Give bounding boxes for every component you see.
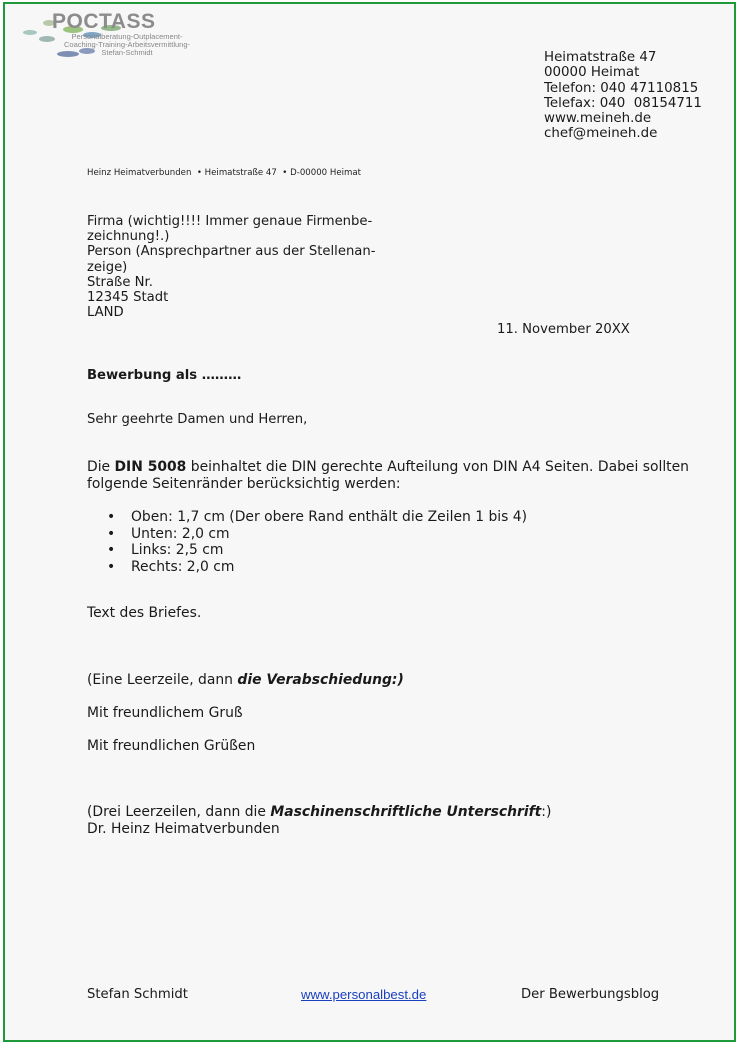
intro-paragraph: Die DIN 5008 beinhaltet die DIN gerechte Aufteilung von DIN A4 Seiten. Dabei sollten folgende Seitenränder berücksichtig werden: [87,459,689,492]
letter-date: 11. November 20XX [497,322,630,337]
closing-phrase-plural: Mit freundlichen Grüßen [87,738,256,754]
recipient-line: Firma (wichtig!!!! Immer genaue Firmenbe- [87,214,373,229]
list-item: • Links: 2,5 cm [107,542,224,559]
sender-email: chef@meineh.de [544,126,658,142]
recipient-line: zeige) [87,259,128,275]
footer-blog: Der Bewerbungsblog [521,987,660,1002]
company-logo [19,10,209,60]
list-item: • Rechts: 2,0 cm [107,559,235,576]
sender-address [544,50,702,142]
bullet-icon: • [107,542,116,559]
footer-author: Stefan Schmidt [87,987,188,1002]
salutation: Sehr geehrte Damen und Herren, [87,412,308,427]
signature-block: (Drei Leerzeilen, dann die Maschinenschriftliche Unterschrift:) Dr. Heinz Heimatverbunden [87,804,552,837]
list-item: • Unten: 2,0 cm [107,525,230,542]
bullet-icon: • [107,525,116,542]
recipient-line: Straße Nr. [87,274,153,290]
body-text: Text des Briefes. [87,605,202,621]
list-item: • Oben: 1,7 cm (Der obere Rand enthält die Zeilen 1 bis 4) [107,509,528,525]
return-address-line: Heinz Heimatverbunden • Heimatstraße 47 • D-00000 Heimat [87,168,362,178]
din-reference: DIN 5008 [114,459,187,475]
sender-web: www.meineh.de [544,111,652,127]
footer-link[interactable]: www.personalbest.de [301,987,427,1002]
logo-name: POCTASS [52,10,156,33]
letter-page [3,2,736,1042]
recipient-line: zeichnung!.) [87,229,170,245]
subject-line: Bewerbung als ……… [87,368,242,383]
closing-note: (Eine Leerzeile, dann die Verabschiedung:) [87,672,404,688]
recipient-line: LAND [87,305,124,321]
signature-name: Dr. Heinz Heimatverbunden [87,820,280,837]
margin-list [107,509,527,576]
recipient-line: 12345 Stadt [87,290,169,306]
recipient-address [87,214,376,320]
closing-phrase: Mit freundlichem Gruß [87,705,243,721]
sender-fax: Telefax: 040 08154711 [544,95,702,111]
sender-phone: Telefon: 040 47110815 [544,80,699,96]
sender-city: 00000 Heimat [544,65,640,81]
bullet-icon: • [107,559,116,576]
bullet-icon: • [107,509,116,525]
logo-tagline: Personalberatung-Outplacement- Coaching-Training-Arbeitsvermittlung- Stefan-Schmidt [63,32,191,57]
sender-street: Heimatstraße 47 [544,50,657,65]
recipient-line: Person (Ansprechpartner aus der Stellenan- [87,244,376,260]
